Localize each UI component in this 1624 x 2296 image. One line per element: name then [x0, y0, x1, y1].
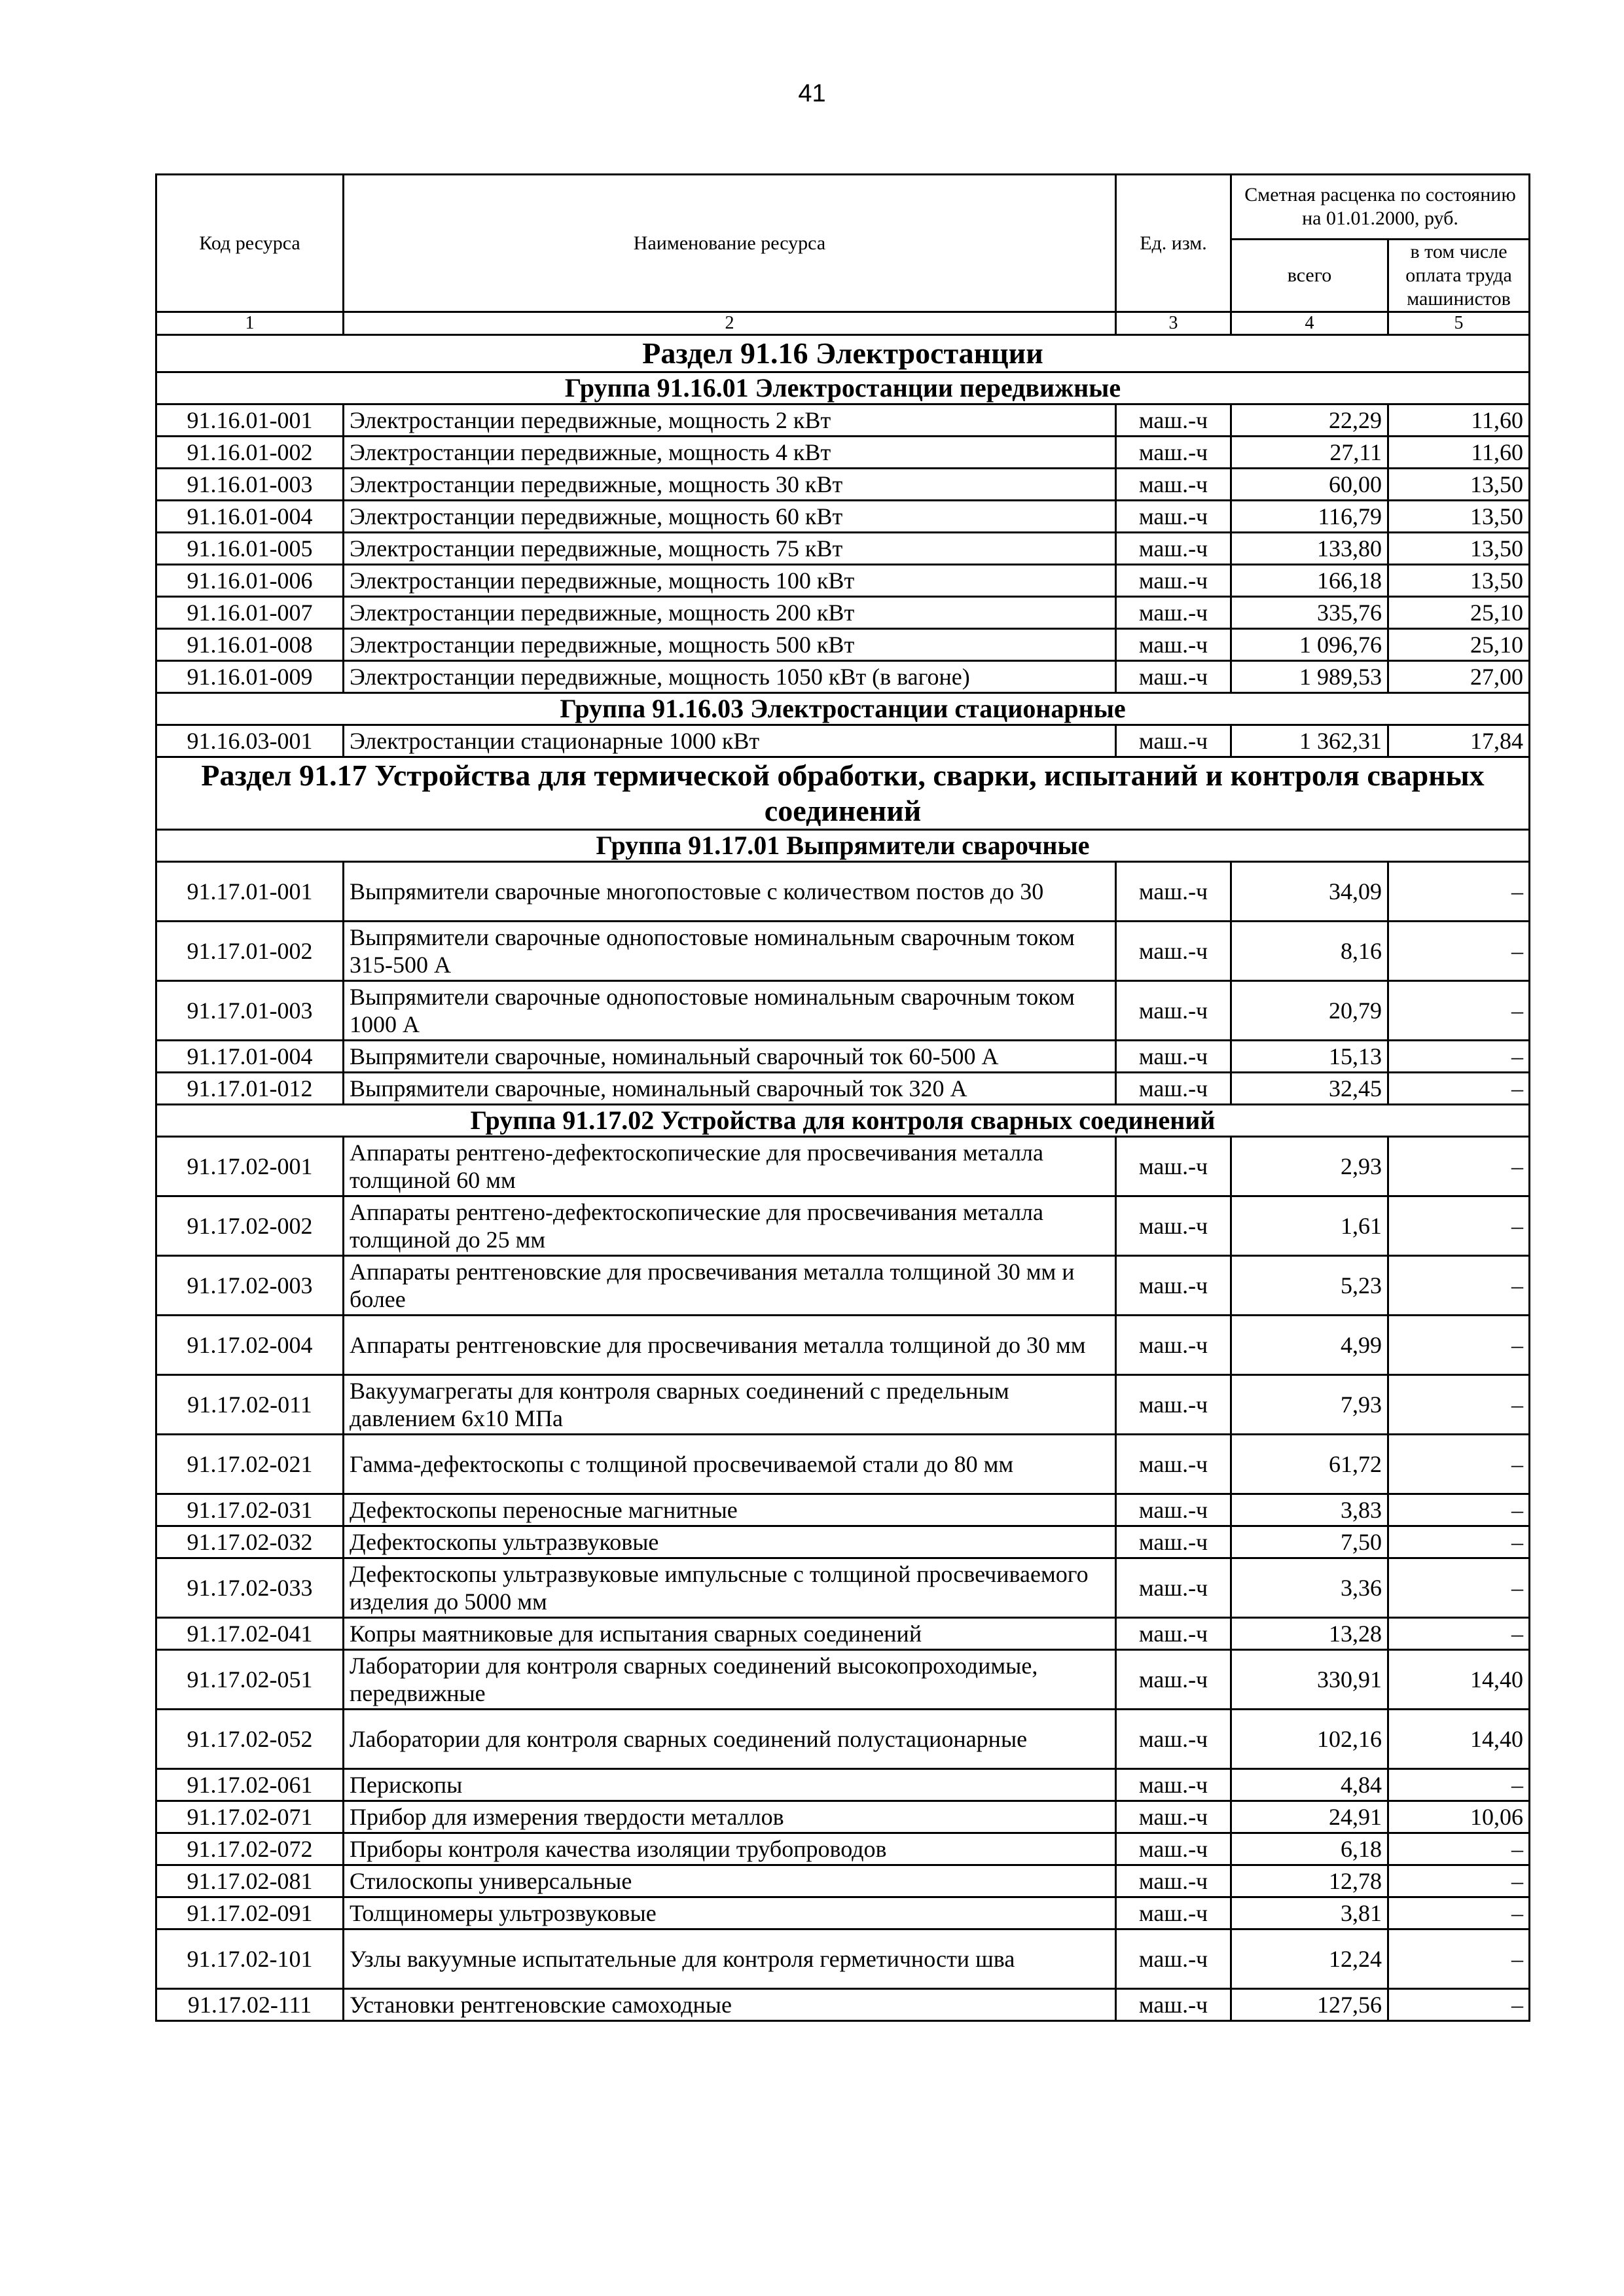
- resource-unit: маш.-ч: [1116, 1929, 1231, 1989]
- resource-unit: маш.-ч: [1116, 1435, 1231, 1494]
- resource-unit: маш.-ч: [1116, 1137, 1231, 1196]
- resource-name: Электростанции стационарные 1000 кВт: [344, 725, 1116, 757]
- section-row: [156, 335, 1530, 372]
- resource-code: 91.17.01-012: [156, 1073, 344, 1105]
- table-row: [156, 404, 1530, 437]
- table-row: [156, 1435, 1530, 1494]
- resource-name: Дефектоскопы ультразвуковые: [344, 1526, 1116, 1558]
- resource-name: Электростанции передвижные, мощность 60 кВт: [344, 501, 1116, 533]
- resource-name: Выпрямители сварочные, номинальный сварочный ток 60-500 А: [344, 1041, 1116, 1073]
- resource-name: Электростанции передвижные, мощность 500 кВт: [344, 629, 1116, 661]
- column-number: 4: [1231, 312, 1388, 335]
- table-row: [156, 1650, 1530, 1710]
- resource-code: 91.16.01-002: [156, 437, 344, 469]
- resource-name: Лаборатории для контроля сварных соединений полустационарные: [344, 1710, 1116, 1769]
- table-row: [156, 565, 1530, 597]
- resource-code: 91.17.02-032: [156, 1526, 344, 1558]
- resource-code: 91.17.02-021: [156, 1435, 344, 1494]
- resource-name: Дефектоскопы ультразвуковые импульсные с толщиной просвечиваемого изделия до 5000 мм: [344, 1558, 1116, 1618]
- group-title: Группа 91.16.03 Электростанции стационарные: [156, 693, 1530, 725]
- resource-code: 91.17.02-052: [156, 1710, 344, 1769]
- column-number: 2: [344, 312, 1116, 335]
- price-total: 3,36: [1231, 1558, 1388, 1618]
- resource-unit: маш.-ч: [1116, 981, 1231, 1041]
- price-total: 116,79: [1231, 501, 1388, 533]
- table-row: [156, 597, 1530, 629]
- price-labor: 11,60: [1388, 404, 1530, 437]
- price-total: 13,28: [1231, 1618, 1388, 1650]
- group-title: Группа 91.17.02 Устройства для контроля сварных соединений: [156, 1105, 1530, 1137]
- price-labor: –: [1388, 1375, 1530, 1435]
- resource-unit: маш.-ч: [1116, 1316, 1231, 1375]
- resource-code: 91.17.01-004: [156, 1041, 344, 1073]
- resource-code: 91.16.01-003: [156, 469, 344, 501]
- resource-code: 91.17.02-003: [156, 1256, 344, 1316]
- table-row: [156, 1196, 1530, 1256]
- resource-name: Узлы вакуумные испытательные для контроля герметичности шва: [344, 1929, 1116, 1989]
- price-labor: –: [1388, 1833, 1530, 1865]
- header-price: Сметная расценка по состоянию на 01.01.2000, руб.: [1231, 175, 1530, 240]
- table-row: [156, 1989, 1530, 2021]
- table-row: [156, 1769, 1530, 1801]
- resource-unit: маш.-ч: [1116, 661, 1231, 693]
- resource-table: [155, 173, 1530, 2022]
- price-total: 24,91: [1231, 1801, 1388, 1833]
- header-unit: Ед. изм.: [1116, 175, 1231, 312]
- price-total: 1 362,31: [1231, 725, 1388, 757]
- price-total: 12,24: [1231, 1929, 1388, 1989]
- page-number: 41: [798, 80, 826, 107]
- column-number: 3: [1116, 312, 1231, 335]
- resource-unit: маш.-ч: [1116, 1897, 1231, 1929]
- price-total: 3,83: [1231, 1494, 1388, 1526]
- resource-code: 91.17.01-002: [156, 922, 344, 981]
- price-total: 166,18: [1231, 565, 1388, 597]
- table-row: [156, 1801, 1530, 1833]
- resource-code: 91.17.02-101: [156, 1929, 344, 1989]
- price-total: 1 096,76: [1231, 629, 1388, 661]
- price-total: 133,80: [1231, 533, 1388, 565]
- table-row: [156, 1526, 1530, 1558]
- resource-unit: маш.-ч: [1116, 922, 1231, 981]
- price-labor: –: [1388, 1865, 1530, 1897]
- table-row: [156, 1256, 1530, 1316]
- resource-name: Приборы контроля качества изоляции трубопроводов: [344, 1833, 1116, 1865]
- resource-unit: маш.-ч: [1116, 1769, 1231, 1801]
- resource-code: 91.16.03-001: [156, 725, 344, 757]
- price-labor: 14,40: [1388, 1710, 1530, 1769]
- price-labor: –: [1388, 1316, 1530, 1375]
- header-name: Наименование ресурса: [344, 175, 1116, 312]
- resource-name: Толщиномеры ультрозвуковые: [344, 1897, 1116, 1929]
- resource-unit: маш.-ч: [1116, 1558, 1231, 1618]
- resource-unit: маш.-ч: [1116, 862, 1231, 922]
- resource-unit: маш.-ч: [1116, 1865, 1231, 1897]
- resource-code: 91.17.02-041: [156, 1618, 344, 1650]
- resource-code: 91.16.01-005: [156, 533, 344, 565]
- price-total: 27,11: [1231, 437, 1388, 469]
- table-row: [156, 1929, 1530, 1989]
- price-labor: –: [1388, 922, 1530, 981]
- resource-name: Установки рентгеновские самоходные: [344, 1989, 1116, 2021]
- resource-code: 91.17.02-111: [156, 1989, 344, 2021]
- resource-unit: маш.-ч: [1116, 1196, 1231, 1256]
- resource-unit: маш.-ч: [1116, 469, 1231, 501]
- table-row: [156, 437, 1530, 469]
- resource-unit: маш.-ч: [1116, 1494, 1231, 1526]
- resource-name: Аппараты рентгено-дефектоскопические для просвечивания металла толщиной до 25 мм: [344, 1196, 1116, 1256]
- resource-unit: маш.-ч: [1116, 1618, 1231, 1650]
- resource-code: 91.17.02-031: [156, 1494, 344, 1526]
- price-labor: –: [1388, 862, 1530, 922]
- price-labor: 27,00: [1388, 661, 1530, 693]
- price-total: 330,91: [1231, 1650, 1388, 1710]
- resource-unit: маш.-ч: [1116, 1375, 1231, 1435]
- price-labor: –: [1388, 1073, 1530, 1105]
- resource-unit: маш.-ч: [1116, 1833, 1231, 1865]
- resource-code: 91.17.02-033: [156, 1558, 344, 1618]
- section-title: Раздел 91.16 Электростанции: [156, 335, 1530, 372]
- table-row: [156, 1137, 1530, 1196]
- price-total: 22,29: [1231, 404, 1388, 437]
- resource-name: Копры маятниковые для испытания сварных соединений: [344, 1618, 1116, 1650]
- resource-name: Аппараты рентгеновские для просвечивания металла толщиной до 30 мм: [344, 1316, 1116, 1375]
- resource-code: 91.17.02-002: [156, 1196, 344, 1256]
- resource-unit: маш.-ч: [1116, 501, 1231, 533]
- price-total: 61,72: [1231, 1435, 1388, 1494]
- resource-code: 91.17.01-001: [156, 862, 344, 922]
- price-labor: –: [1388, 1494, 1530, 1526]
- group-row: [156, 830, 1530, 862]
- resource-unit: маш.-ч: [1116, 1526, 1231, 1558]
- group-title: Группа 91.16.01 Электростанции передвижные: [156, 372, 1530, 404]
- group-row: [156, 372, 1530, 404]
- resource-name: Аппараты рентгено-дефектоскопические для просвечивания металла толщиной 60 мм: [344, 1137, 1116, 1196]
- resource-name: Электростанции передвижные, мощность 30 кВт: [344, 469, 1116, 501]
- resource-code: 91.17.01-003: [156, 981, 344, 1041]
- table-row: [156, 725, 1530, 757]
- section-title: Раздел 91.17 Устройства для термической обработки, сварки, испытаний и контроля сварных соединений: [156, 757, 1530, 830]
- resource-unit: маш.-ч: [1116, 725, 1231, 757]
- resource-name: Вакуумагрегаты для контроля сварных соединений с предельным давлением 6х10 МПа: [344, 1375, 1116, 1435]
- price-total: 127,56: [1231, 1989, 1388, 2021]
- resource-code: 91.16.01-006: [156, 565, 344, 597]
- price-labor: 10,06: [1388, 1801, 1530, 1833]
- resource-name: Электростанции передвижные, мощность 200 кВт: [344, 597, 1116, 629]
- resource-code: 91.16.01-008: [156, 629, 344, 661]
- resource-code: 91.17.02-001: [156, 1137, 344, 1196]
- resource-name: Перископы: [344, 1769, 1116, 1801]
- price-labor: –: [1388, 1137, 1530, 1196]
- resource-code: 91.17.02-072: [156, 1833, 344, 1865]
- price-labor: –: [1388, 1769, 1530, 1801]
- price-labor: 11,60: [1388, 437, 1530, 469]
- price-labor: –: [1388, 1196, 1530, 1256]
- price-labor: –: [1388, 981, 1530, 1041]
- table-row: [156, 1041, 1530, 1073]
- table-row: [156, 1375, 1530, 1435]
- header-total: всего: [1231, 240, 1388, 312]
- price-labor: 14,40: [1388, 1650, 1530, 1710]
- resource-unit: маш.-ч: [1116, 437, 1231, 469]
- price-labor: 13,50: [1388, 501, 1530, 533]
- price-total: 4,84: [1231, 1769, 1388, 1801]
- price-labor: –: [1388, 1618, 1530, 1650]
- resource-name: Аппараты рентгеновские для просвечивания металла толщиной 30 мм и более: [344, 1256, 1116, 1316]
- header-code: Код ресурса: [156, 175, 344, 312]
- price-labor: –: [1388, 1989, 1530, 2021]
- table-row: [156, 533, 1530, 565]
- table-row: [156, 1316, 1530, 1375]
- price-total: 102,16: [1231, 1710, 1388, 1769]
- resource-code: 91.16.01-009: [156, 661, 344, 693]
- resource-unit: маш.-ч: [1116, 1650, 1231, 1710]
- price-labor: 13,50: [1388, 469, 1530, 501]
- price-total: 2,93: [1231, 1137, 1388, 1196]
- price-total: 20,79: [1231, 981, 1388, 1041]
- resource-name: Электростанции передвижные, мощность 1050 кВт (в вагоне): [344, 661, 1116, 693]
- price-total: 15,13: [1231, 1041, 1388, 1073]
- price-labor: 25,10: [1388, 629, 1530, 661]
- resource-unit: маш.-ч: [1116, 533, 1231, 565]
- resource-code: 91.17.02-081: [156, 1865, 344, 1897]
- resource-unit: маш.-ч: [1116, 404, 1231, 437]
- resource-name: Электростанции передвижные, мощность 4 кВт: [344, 437, 1116, 469]
- table-row: [156, 1710, 1530, 1769]
- group-title: Группа 91.17.01 Выпрямители сварочные: [156, 830, 1530, 862]
- section-row: [156, 757, 1530, 830]
- price-labor: –: [1388, 1526, 1530, 1558]
- resource-code: 91.17.02-051: [156, 1650, 344, 1710]
- column-number: 5: [1388, 312, 1530, 335]
- resource-code: 91.16.01-001: [156, 404, 344, 437]
- table-row: [156, 1558, 1530, 1618]
- resource-name: Электростанции передвижные, мощность 75 кВт: [344, 533, 1116, 565]
- table-row: [156, 501, 1530, 533]
- resource-code: 91.16.01-007: [156, 597, 344, 629]
- resource-code: 91.17.02-061: [156, 1769, 344, 1801]
- resource-name: Электростанции передвижные, мощность 2 кВт: [344, 404, 1116, 437]
- resource-name: Дефектоскопы переносные магнитные: [344, 1494, 1116, 1526]
- table-header: [156, 175, 1530, 335]
- resource-unit: маш.-ч: [1116, 1710, 1231, 1769]
- price-labor: 13,50: [1388, 565, 1530, 597]
- price-labor: –: [1388, 1041, 1530, 1073]
- table-row: [156, 629, 1530, 661]
- column-number: 1: [156, 312, 344, 335]
- resource-name: Лаборатории для контроля сварных соединений высокопроходимые, передвижные: [344, 1650, 1116, 1710]
- resource-name: Выпрямители сварочные, номинальный сварочный ток 320 А: [344, 1073, 1116, 1105]
- resource-unit: маш.-ч: [1116, 1989, 1231, 2021]
- resource-unit: маш.-ч: [1116, 1801, 1231, 1833]
- header-labor: в том числе оплата труда машинистов: [1388, 240, 1530, 312]
- resource-name: Стилоскопы универсальные: [344, 1865, 1116, 1897]
- resource-name: Выпрямители сварочные многопостовые с количеством постов до 30: [344, 862, 1116, 922]
- price-total: 1 989,53: [1231, 661, 1388, 693]
- price-total: 1,61: [1231, 1196, 1388, 1256]
- table-row: [156, 1897, 1530, 1929]
- resource-unit: маш.-ч: [1116, 1073, 1231, 1105]
- table-row: [156, 862, 1530, 922]
- price-labor: –: [1388, 1435, 1530, 1494]
- resource-code: 91.17.02-011: [156, 1375, 344, 1435]
- table-row: [156, 922, 1530, 981]
- table-row: [156, 1494, 1530, 1526]
- price-total: 5,23: [1231, 1256, 1388, 1316]
- resource-unit: маш.-ч: [1116, 629, 1231, 661]
- resource-name: Гамма-дефектоскопы с толщиной просвечиваемой стали до 80 мм: [344, 1435, 1116, 1494]
- price-total: 7,93: [1231, 1375, 1388, 1435]
- price-total: 34,09: [1231, 862, 1388, 922]
- price-total: 8,16: [1231, 922, 1388, 981]
- price-total: 4,99: [1231, 1316, 1388, 1375]
- resource-name: Выпрямители сварочные однопостовые номинальным сварочным током 1000 А: [344, 981, 1116, 1041]
- price-labor: 25,10: [1388, 597, 1530, 629]
- price-labor: –: [1388, 1929, 1530, 1989]
- resource-name: Электростанции передвижные, мощность 100 кВт: [344, 565, 1116, 597]
- resource-unit: маш.-ч: [1116, 1256, 1231, 1316]
- table-row: [156, 981, 1530, 1041]
- price-total: 3,81: [1231, 1897, 1388, 1929]
- resource-unit: маш.-ч: [1116, 1041, 1231, 1073]
- column-numbers-row: [156, 312, 1530, 335]
- resource-name: Прибор для измерения твердости металлов: [344, 1801, 1116, 1833]
- price-labor: –: [1388, 1558, 1530, 1618]
- resource-code: 91.16.01-004: [156, 501, 344, 533]
- price-total: 7,50: [1231, 1526, 1388, 1558]
- price-labor: 17,84: [1388, 725, 1530, 757]
- resource-code: 91.17.02-004: [156, 1316, 344, 1375]
- resource-code: 91.17.02-071: [156, 1801, 344, 1833]
- table-row: [156, 661, 1530, 693]
- price-total: 32,45: [1231, 1073, 1388, 1105]
- resource-unit: маш.-ч: [1116, 597, 1231, 629]
- price-total: 60,00: [1231, 469, 1388, 501]
- price-labor: –: [1388, 1897, 1530, 1929]
- resource-unit: маш.-ч: [1116, 565, 1231, 597]
- price-total: 6,18: [1231, 1833, 1388, 1865]
- table-row: [156, 1618, 1530, 1650]
- group-row: [156, 1105, 1530, 1137]
- table-row: [156, 1865, 1530, 1897]
- table-row: [156, 469, 1530, 501]
- table-row: [156, 1833, 1530, 1865]
- price-labor: 13,50: [1388, 533, 1530, 565]
- price-total: 335,76: [1231, 597, 1388, 629]
- resource-code: 91.17.02-091: [156, 1897, 344, 1929]
- price-total: 12,78: [1231, 1865, 1388, 1897]
- price-labor: –: [1388, 1256, 1530, 1316]
- table-body: [156, 335, 1530, 2021]
- resource-name: Выпрямители сварочные однопостовые номинальным сварочным током 315-500 А: [344, 922, 1116, 981]
- group-row: [156, 693, 1530, 725]
- table-row: [156, 1073, 1530, 1105]
